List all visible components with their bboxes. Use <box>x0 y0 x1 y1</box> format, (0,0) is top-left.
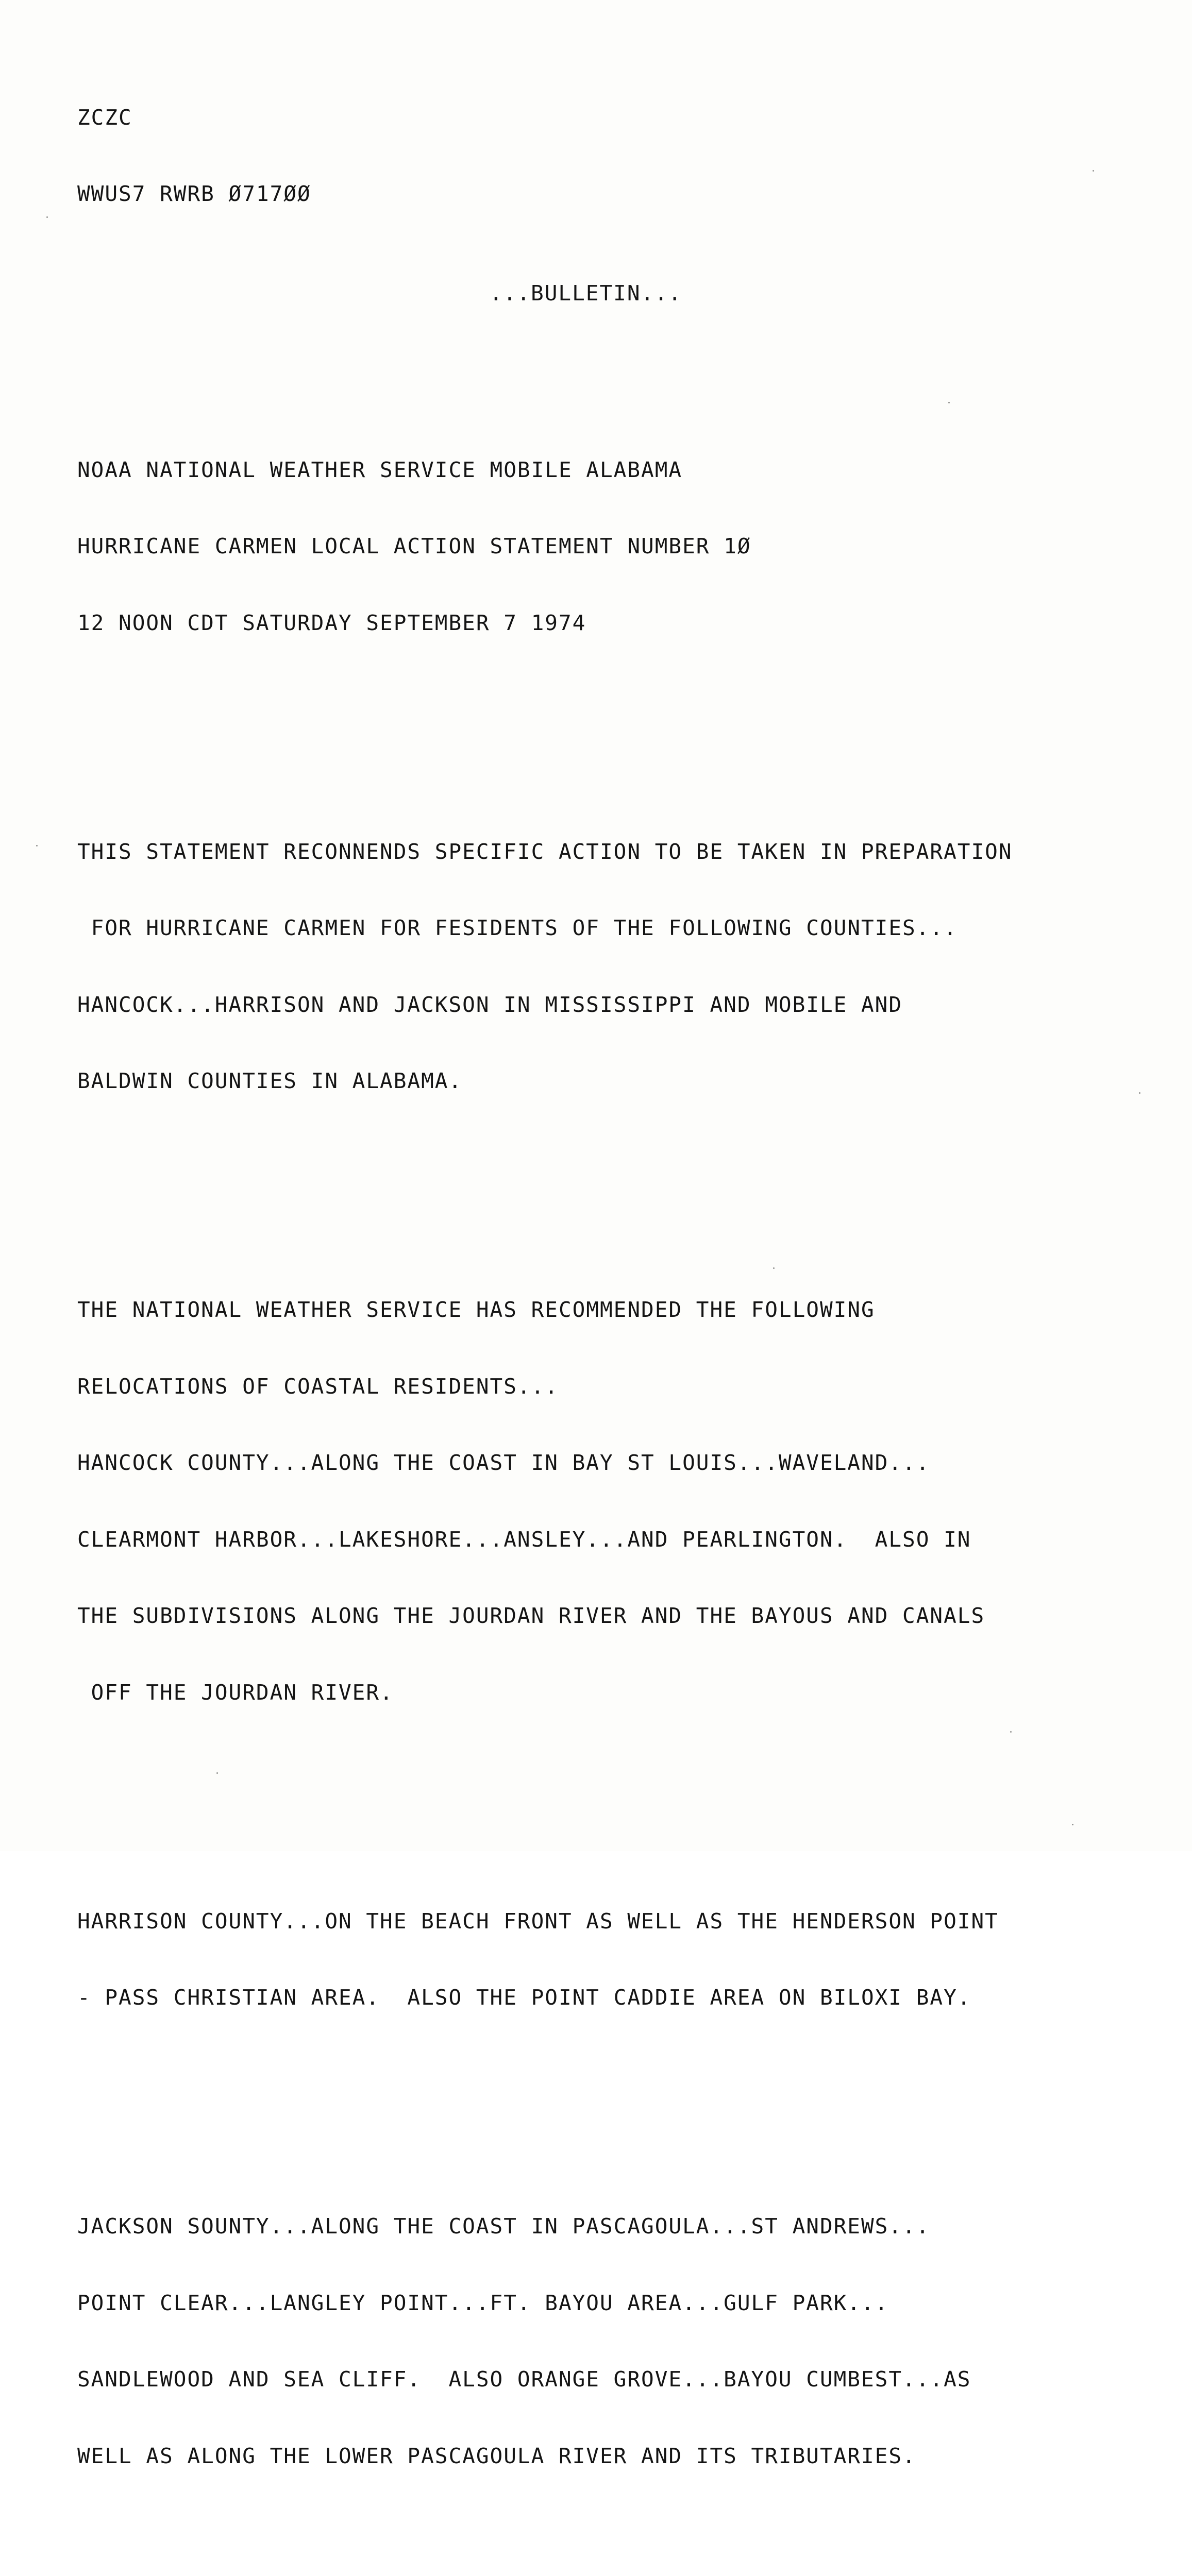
print-speck <box>216 1772 218 1774</box>
bulletin-document <box>77 28 1170 2576</box>
text-line: - PASS CHRISTIAN AREA. ALSO THE POINT CADDIE AREA ON BILOXI BAY. <box>77 1985 971 2010</box>
bulletin-heading: ...BULLETIN... <box>490 280 682 306</box>
text-line: THIS STATEMENT RECONNENDS SPECIFIC ACTION TO BE TAKEN IN PREPARATION <box>77 839 1013 864</box>
product-id: WWUS7 RWRB Ø717ØØ <box>77 181 311 206</box>
text-line: THE SUBDIVISIONS ALONG THE JOURDAN RIVER AND THE BAYOUS AND CANALS <box>77 1603 985 1628</box>
print-speck <box>948 402 950 403</box>
text-line: SANDLEWOOD AND SEA CLIFF. ALSO ORANGE GROVE...BAYOU CUMBEST...AS <box>77 2367 971 2392</box>
text-line: OFF THE JOURDAN RIVER. <box>77 1680 394 1705</box>
title-block <box>77 406 1170 687</box>
routing-code: ZCZC <box>77 105 132 130</box>
statement-title: HURRICANE CARMEN LOCAL ACTION STATEMENT NUMBER 1Ø <box>77 534 751 558</box>
paragraph-jackson <box>77 2163 1170 2520</box>
paragraph-purpose <box>77 788 1170 1145</box>
text-line: HANCOCK COUNTY...ALONG THE COAST IN BAY ST LOUIS...WAVELAND... <box>77 1450 930 1475</box>
text-line: BALDWIN COUNTIES IN ALABAMA. <box>77 1069 463 1093</box>
issue-time: 12 NOON CDT SATURDAY SEPTEMBER 7 1974 <box>77 610 586 635</box>
print-speck <box>1072 1824 1073 1825</box>
print-speck <box>1010 1731 1012 1733</box>
text-line: THE NATIONAL WEATHER SERVICE HAS RECOMMENDED THE FOLLOWING <box>77 1297 875 1322</box>
paragraph-harrison <box>77 1858 1170 2062</box>
text-line: HANCOCK...HARRISON AND JACKSON IN MISSISSIPPI AND MOBILE AND <box>77 992 903 1017</box>
text-line: POINT CLEAR...LANGLEY POINT...FT. BAYOU AREA...GULF PARK... <box>77 2290 889 2315</box>
print-speck <box>1093 170 1094 172</box>
print-speck <box>1139 1092 1140 1094</box>
print-speck <box>773 1267 775 1269</box>
paragraph-relocations <box>77 1246 1170 1756</box>
text-line: HARRISON COUNTY...ON THE BEACH FRONT AS WELL AS THE HENDERSON POINT <box>77 1908 999 1934</box>
text-line: RELOCATIONS OF COASTAL RESIDENTS... <box>77 1374 559 1399</box>
print-speck <box>46 216 48 218</box>
text-line: WELL AS ALONG THE LOWER PASCAGOULA RIVER AND ITS TRIBUTARIES. <box>77 2443 916 2468</box>
text-line: FOR HURRICANE CARMEN FOR FESIDENTS OF THE FOLLOWING COUNTIES... <box>77 916 958 940</box>
print-speck <box>36 845 38 846</box>
text-line: CLEARMONT HARBOR...LAKESHORE...ANSLEY...AND PEARLINGTON. ALSO IN <box>77 1527 971 1552</box>
issuing-office: NOAA NATIONAL WEATHER SERVICE MOBILE ALABAMA <box>77 457 683 482</box>
text-line: JACKSON SOUNTY...ALONG THE COAST IN PASCAGOULA...ST ANDREWS... <box>77 2214 930 2239</box>
